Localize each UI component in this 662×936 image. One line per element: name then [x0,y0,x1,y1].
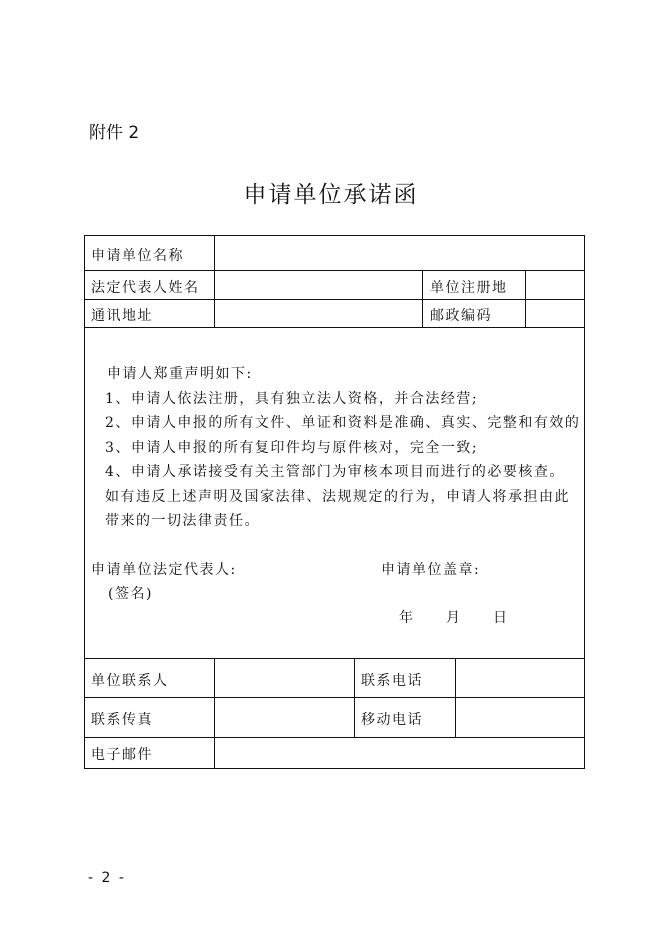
liability-text-line2: 带来的一切法律责任。 [105,513,260,529]
liability-text-line1: 如有违反上述声明及国家法律、法规规定的行为，申请人将承担由此 [105,489,570,505]
attachment-label: 附件 2 [89,123,140,143]
postal-code-label: 邮政编码 [430,308,492,324]
declaration-item-4: 4、申请人承诺接受有关主管部门为审核本项目而进行的必要核查。 [105,464,565,480]
signature-hint: (签名) [108,586,153,602]
declaration-item-3: 3、申请人申报的所有复印件均与原件核对，完全一致; [105,440,479,456]
date-year: 年 [399,610,415,626]
mobile-phone-field[interactable] [456,698,584,737]
page-number: - 2 - [88,870,126,886]
address-field[interactable] [215,300,422,327]
signature-field[interactable] [240,555,360,605]
row-divider [84,327,585,328]
declaration-intro: 申请人郑重声明如下: [107,366,253,382]
applicant-name-label: 申请单位名称 [91,248,184,264]
email-field[interactable] [215,738,584,768]
table-border-bottom [84,768,585,769]
fax-field[interactable] [215,698,354,737]
table-border-left [84,235,85,769]
contact-person-field[interactable] [215,659,354,697]
legal-rep-signature-label: 申请单位法定代表人: [91,562,237,578]
contact-phone-label: 联系电话 [361,673,423,689]
contact-phone-field[interactable] [456,659,584,697]
page-title: 申请单位承诺函 [243,182,419,208]
declaration-item-1: 1、申请人依法注册，具有独立法人资格，并合法经营; [105,391,479,407]
seal-field[interactable] [480,555,580,595]
legal-rep-name-label: 法定代表人姓名 [91,280,200,296]
applicant-name-field[interactable] [215,236,584,270]
table-border-right [584,235,585,769]
contact-person-label: 单位联系人 [91,673,169,689]
address-label: 通讯地址 [91,308,153,324]
registration-place-field[interactable] [526,271,584,299]
fax-label: 联系传真 [91,712,153,728]
legal-rep-name-field[interactable] [215,271,422,299]
email-label: 电子邮件 [91,747,153,763]
date-month: 月 [446,610,462,626]
registration-place-label: 单位注册地 [430,280,508,296]
date-day: 日 [493,610,509,626]
seal-label: 申请单位盖章: [381,562,481,578]
declaration-item-2: 2、申请人申报的所有文件、单证和资料是准确、真实、完整和有效的 [105,415,581,431]
mobile-phone-label: 移动电话 [361,712,423,728]
postal-code-field[interactable] [526,300,584,327]
col-divider [354,658,355,737]
col-divider [422,270,423,327]
